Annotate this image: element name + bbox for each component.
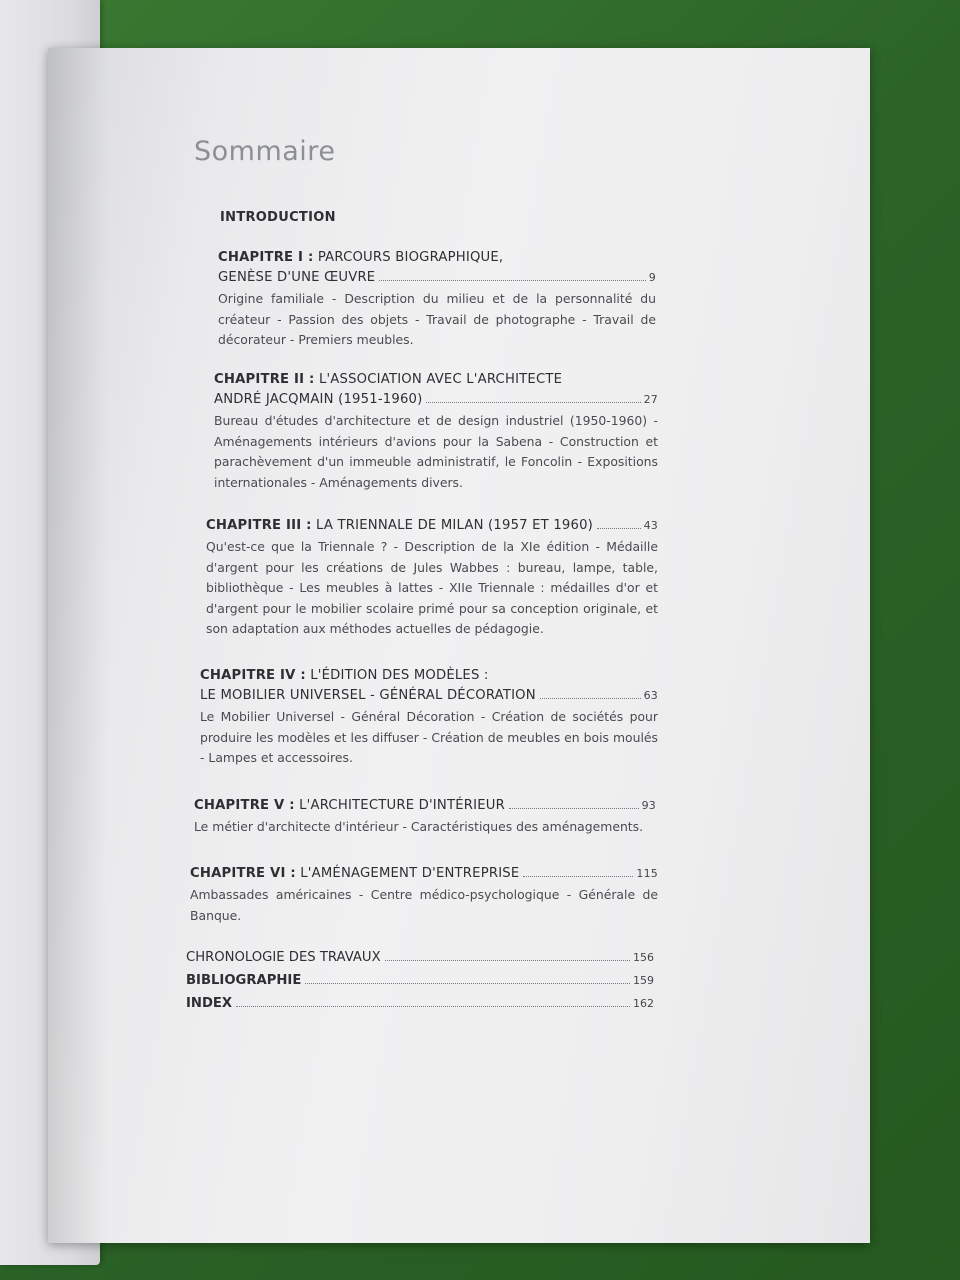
chapter-title-line1: L'AMÉNAGEMENT D'ENTREPRISE: [300, 866, 520, 881]
chapter-page-number: 43: [643, 519, 658, 532]
chapter-description: Bureau d'études d'architecture et de design industriel (1950-1960) - Aménagements intérieurs d'avions pour la Sabena - Construction et parachèvement d'un immeuble administratif, le Foncolin - Expositions internationales - Aménagements divers.: [214, 413, 658, 490]
chapter-number: CHAPITRE I :: [218, 250, 314, 265]
toc-chapter-3: [206, 516, 658, 640]
toc-entry-index: [186, 992, 654, 1015]
chapter-number: CHAPITRE IV :: [200, 668, 306, 683]
chapter-page-number: 63: [643, 689, 658, 702]
chapter-number: CHAPITRE II :: [214, 372, 315, 387]
chapter-heading: [218, 248, 656, 268]
entry-label: CHRONOLOGIE DES TRAVAUX: [186, 950, 381, 965]
dot-leader: [509, 808, 639, 809]
page-title: Sommaire: [194, 136, 336, 167]
chapter-title-row: [218, 268, 656, 288]
dot-leader: [385, 960, 630, 961]
chapter-number: CHAPITRE III :: [206, 518, 312, 533]
dot-leader: [305, 983, 630, 984]
chapter-title-line2: ANDRÉ JACQMAIN (1951-1960): [214, 392, 423, 407]
toc-chapter-2: [214, 370, 658, 493]
chapter-title-row: [194, 796, 656, 816]
entry-page-number: 162: [633, 997, 654, 1010]
chapter-page-number: 93: [641, 799, 656, 812]
entry-label: INDEX: [186, 996, 233, 1011]
chapter-description: Ambassades américaines - Centre médico-psychologique - Générale de Banque.: [190, 887, 658, 923]
chapter-title-row: [190, 864, 658, 884]
chapter-title-row: [206, 516, 658, 536]
toc-chapter-4: [200, 666, 658, 769]
toc-chapter-5: [194, 796, 656, 838]
entry-label: BIBLIOGRAPHIE: [186, 973, 302, 988]
chapter-page-number: 9: [648, 271, 656, 284]
toc-entry-bibliographie: [186, 969, 654, 992]
chapter-title-line2: LE MOBILIER UNIVERSEL - GÉNÉRAL DÉCORATION: [200, 688, 536, 703]
chapter-heading: [200, 666, 658, 686]
book-page: [48, 48, 870, 1243]
toc-chapter-1: [218, 248, 656, 351]
dot-leader: [426, 402, 640, 403]
chapter-description: Origine familiale - Description du milieu et de la personnalité du créateur - Passion des objets - Travail de photographe - Travail de décorateur - Premiers meubles.: [218, 291, 656, 347]
chapter-title-row: [200, 686, 658, 706]
chapter-title-line1: L'ÉDITION DES MODÈLES :: [310, 668, 489, 683]
toc-appendices: [186, 946, 654, 1015]
chapter-description: Qu'est-ce que la Triennale ? - Description de la XIe édition - Médaille d'argent pour les créations de Jules Wabbes : bureau, lampe, table, bibliothèque - Les meubles à lattes - XIIe Triennale : médailles d'or et d'argent pour le mobilier scolaire primé pour sa conception originale, et son adaptation aux méthodes actuelles de pédagogie.: [206, 539, 658, 636]
entry-page-number: 156: [633, 951, 654, 964]
dot-leader: [236, 1006, 630, 1007]
chapter-title-line1: PARCOURS BIOGRAPHIQUE,: [317, 250, 504, 265]
dot-leader: [379, 280, 645, 281]
chapter-title-line1: L'ARCHITECTURE D'INTÉRIEUR: [299, 798, 505, 813]
chapter-title-line1: L'ASSOCIATION AVEC L'ARCHITECTE: [318, 372, 563, 387]
dot-leader: [540, 698, 641, 699]
toc-entry-chronologie: [186, 946, 654, 969]
chapter-heading: [214, 370, 658, 390]
chapter-title-row: [214, 390, 658, 410]
chapter-number: CHAPITRE VI :: [190, 866, 296, 881]
page-gutter-shadow: [48, 48, 108, 1243]
chapter-number: CHAPITRE V :: [194, 798, 295, 813]
chapter-title-line1: LA TRIENNALE DE MILAN (1957 ET 1960): [316, 518, 594, 533]
chapter-page-number: 115: [636, 867, 658, 880]
chapter-title-line2: GENÈSE D'UNE ŒUVRE: [218, 270, 376, 285]
chapter-description: Le Mobilier Universel - Général Décoration - Création de sociétés pour produire les modèles et les diffuser - Création de meubles en bois moulés - Lampes et accessoires.: [200, 709, 658, 765]
chapter-description: Le métier d'architecte d'intérieur - Caractéristiques des aménagements.: [194, 819, 644, 834]
entry-page-number: 159: [633, 974, 654, 987]
chapter-page-number: 27: [643, 393, 658, 406]
toc-chapter-6: [190, 864, 658, 926]
toc-introduction: INTRODUCTION: [220, 210, 336, 225]
dot-leader: [523, 876, 633, 877]
dot-leader: [597, 528, 641, 529]
